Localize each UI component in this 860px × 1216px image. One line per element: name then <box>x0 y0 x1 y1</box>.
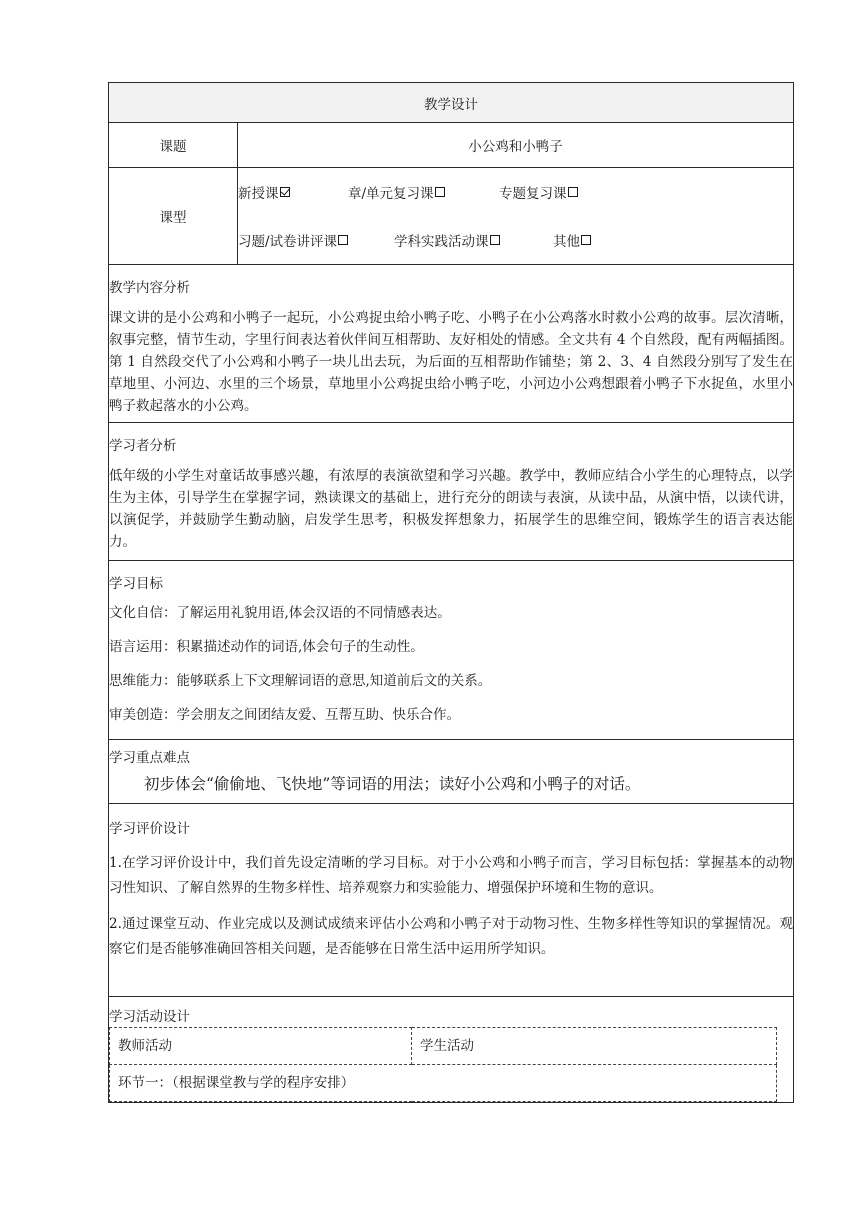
section-text: 课文讲的是小公鸡和小鸭子一起玩，小公鸡捉虫给小鸭子吃、小鸭子在小公鸡落水时救小公鸡的故事。层次清晰，叙事完整，情节生动，字里行间表达着伙伴间互相帮助、友好相处的情感。全文共有 4 个自然段，配有两幅插图。第 1 自然段交代了小公鸡和小鸭子一块儿出去玩，为后面的互相帮助作铺垫；第 2、3、4 自然段分别写了发生在草地里、小河边、水里的三个场景，草地里小公鸡捉虫给小鸭子吃，小河边小公鸡想跟着小鸭子下水捉鱼，水里小鸭子救起落水的小公鸡。 <box>109 310 793 414</box>
topic-label: 课题 <box>109 123 238 168</box>
lesson-type-options <box>238 168 794 265</box>
section-title: 学习目标 <box>109 576 163 592</box>
section-title: 学习者分析 <box>109 438 177 454</box>
learner-analysis-section <box>109 423 794 561</box>
section-text: 低年级的小学生对童话故事感兴趣，有浓厚的表演欲望和学习兴趣。教学中，教师应结合小学生的心理特点，以学生为主体，引导学生在掌握字词，熟读课文的基础上，进行充分的朗读与表演，从读中品，从演中悟，以读代讲，以演促学，并鼓励学生勤动脑，启发学生思考，积极发挥想象力，拓展学生的思维空间，锻炼学生的语言表达能力。 <box>109 468 793 550</box>
lesson-design-table <box>108 82 794 1103</box>
option-topic-review[interactable]: 专题复习课 <box>499 182 578 202</box>
checkbox-icon[interactable] <box>435 187 445 197</box>
goal-item: 文化自信：了解运用礼貌用语,体会汉语的不同情感表达。 <box>109 605 451 621</box>
goal-item: 思维能力：能够联系上下文理解词语的意思,知道前后文的关系。 <box>109 673 492 689</box>
learning-goals-section <box>109 561 794 740</box>
option-exercise-review[interactable]: 习题/试卷讲评课 <box>238 230 394 250</box>
stage-one-row: 环节一：（根据课堂教与学的程序安排） <box>110 1065 777 1102</box>
section-title: 学习活动设计 <box>109 1009 190 1025</box>
evaluation-item: 2.通过课堂互动、作业完成以及测试成绩来评估小公鸡和小鸭子对于动物习性、生物多样性等知识的掌握情况。观察它们是否能够准确回答相关问题，是否能够在日常生活中运用所学知识。 <box>109 916 793 957</box>
checkbox-icon[interactable] <box>581 235 591 245</box>
section-title: 教学内容分析 <box>109 280 190 296</box>
teacher-activity-header: 教师活动 <box>110 1028 412 1065</box>
activity-table <box>109 1027 777 1102</box>
checkbox-checked-icon[interactable] <box>280 187 290 197</box>
goal-item: 审美创造：学会朋友之间团结友爱、互帮互助、快乐合作。 <box>109 707 460 723</box>
checkbox-icon[interactable] <box>568 187 578 197</box>
key-points-section <box>109 740 794 804</box>
goal-item: 语言运用：积累描述动作的词语,体会句子的生动性。 <box>109 639 424 655</box>
key-points-text: 初步体会“偷偷地、飞快地”等词语的用法；读好小公鸡和小鸭子的对话。 <box>144 775 641 793</box>
section-title: 学习重点难点 <box>109 750 190 766</box>
option-new-lesson[interactable]: 新授课 <box>238 182 348 202</box>
option-other[interactable]: 其他 <box>553 230 591 250</box>
topic-value: 小公鸡和小鸭子 <box>238 123 794 168</box>
table-header: 教学设计 <box>109 83 794 123</box>
activity-design-section <box>109 997 794 1103</box>
content-analysis-section <box>109 265 794 423</box>
checkbox-icon[interactable] <box>490 235 500 245</box>
section-title: 学习评价设计 <box>109 821 190 837</box>
option-practice-activity[interactable]: 学科实践活动课 <box>394 230 553 250</box>
student-activity-header: 学生活动 <box>412 1028 777 1065</box>
lesson-type-label: 课型 <box>109 168 238 265</box>
checkbox-icon[interactable] <box>338 235 348 245</box>
evaluation-item: 1.在学习评价设计中，我们首先设定清晰的学习目标。对于小公鸡和小鸭子而言，学习目标包括：掌握基本的动物习性知识、了解自然界的生物多样性、培养观察力和实验能力、增强保护环境和生物的意识。 <box>109 855 793 896</box>
option-unit-review[interactable]: 章/单元复习课 <box>348 182 499 202</box>
evaluation-section <box>109 804 794 997</box>
